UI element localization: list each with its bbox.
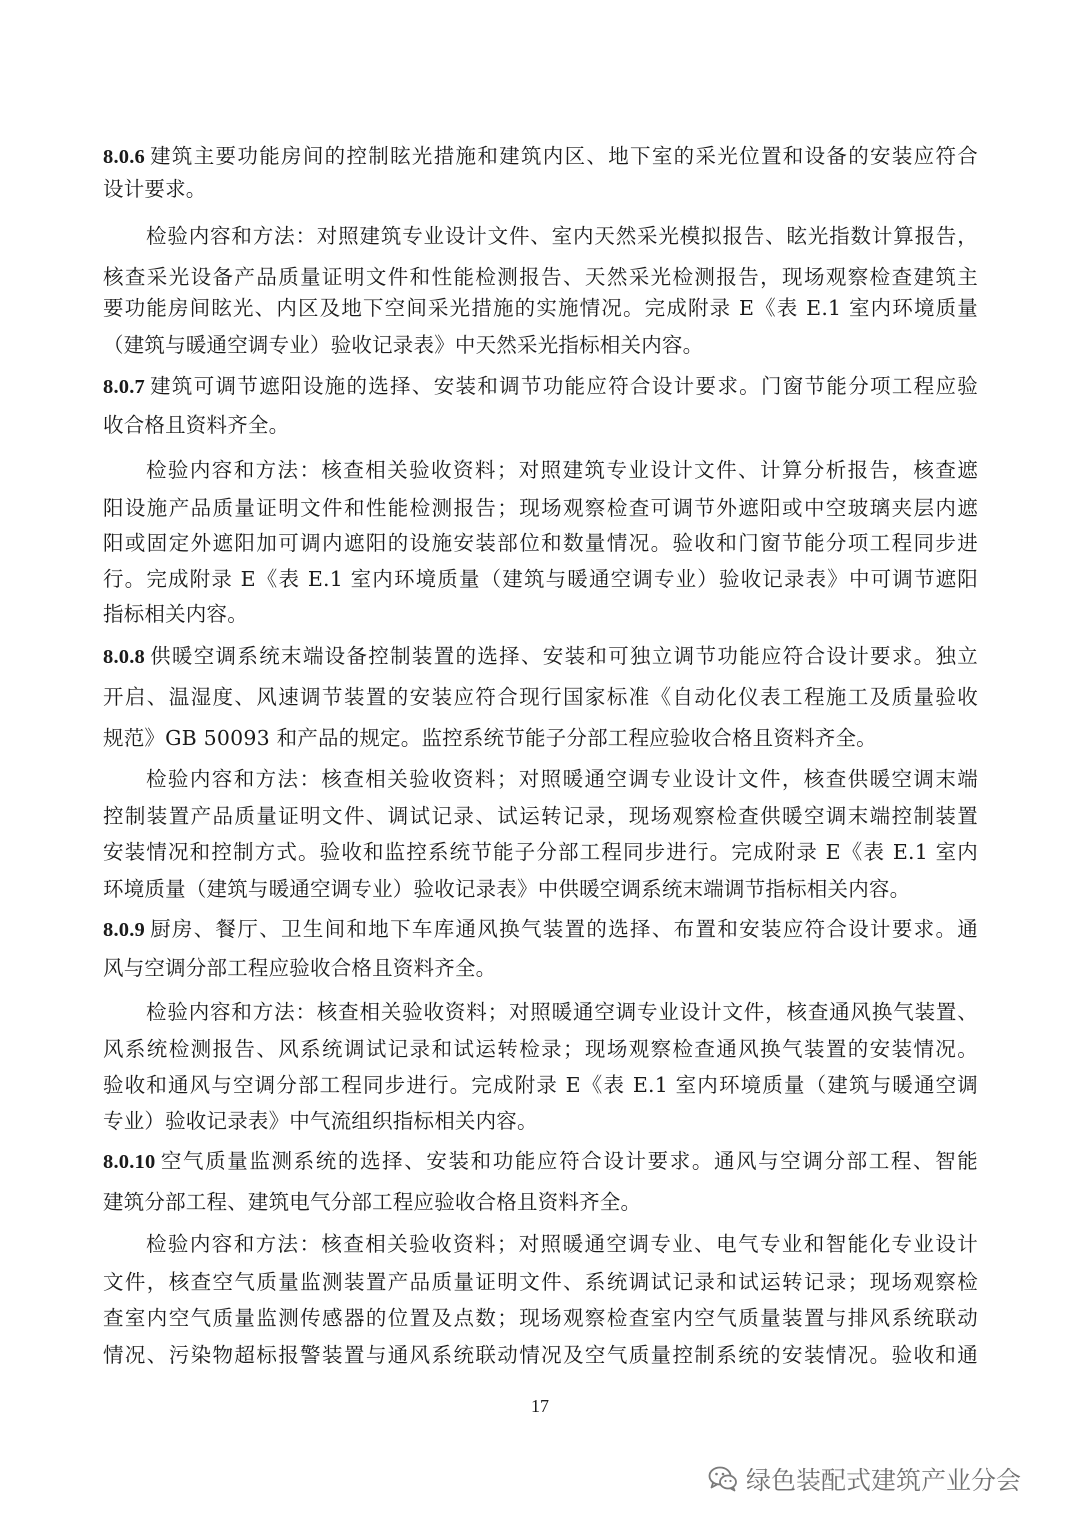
text-line: 检验内容和方法：核查相关验收资料；对照暖通空调专业设计文件，核查供暖空调末端 (146, 767, 978, 791)
text-line: 设计要求。 (103, 177, 207, 201)
clause-heading-8-0-8 (103, 640, 978, 672)
text-line: 建筑分部工程、建筑电气分部工程应验收合格且资料齐全。 (103, 1190, 642, 1214)
text-line: 控制装置产品质量证明文件、调试记录、试运转记录，现场观察检查供暖空调末端控制装置 (103, 804, 978, 828)
text-line: 阳设施产品质量证明文件和性能检测报告；现场观察检查可调节外遮阳或中空玻璃夹层内遮 (103, 496, 978, 520)
watermark (708, 1459, 1021, 1499)
text-line: （建筑与暖通空调专业）验收记录表》中天然采光指标相关内容。 (103, 333, 704, 357)
clause-number: 8.0.10 (103, 1151, 156, 1173)
text-line: 检验内容和方法：核查相关验收资料；对照建筑专业设计文件、计算分析报告，核查遮 (146, 458, 978, 482)
page-number: 17 (531, 1396, 549, 1416)
clause-heading-8-0-10 (103, 1145, 978, 1177)
text-line: 收合格且资料齐全。 (103, 413, 290, 437)
clause-text: 建筑主要功能房间的控制眩光措施和建筑内区、地下室的采光位置和设备的安装应符合 (149, 144, 978, 168)
text-line: 检验内容和方法：对照建筑专业设计文件、室内天然采光模拟报告、眩光指数计算报告， (146, 224, 978, 248)
text-line: 核查采光设备产品质量证明文件和性能检测报告、天然采光检测报告，现场观察检查建筑主 (103, 265, 978, 289)
clause-number: 8.0.9 (103, 919, 145, 941)
text-line: 行。完成附录 E《表 E.1 室内环境质量（建筑与暖通空调专业）验收记录表》中可调节遮阳 (103, 567, 978, 591)
clause-text: 厨房、餐厅、卫生间和地下车库通风换气装置的选择、布置和安装应符合设计要求。通 (149, 917, 978, 941)
clause-number: 8.0.7 (103, 376, 145, 398)
wechat-icon (708, 1466, 738, 1492)
text-line: 检验内容和方法：核查相关验收资料；对照暖通空调专业设计文件，核查通风换气装置、 (146, 1000, 978, 1024)
text-line: 专业）验收记录表》中气流组织指标相关内容。 (103, 1109, 538, 1133)
clause-number: 8.0.6 (103, 146, 145, 168)
text-line: 环境质量（建筑与暖通空调专业）验收记录表》中供暖空调系统末端调节指标相关内容。 (103, 877, 911, 901)
clause-heading-8-0-9 (103, 913, 978, 945)
text-line: 情况、污染物超标报警装置与通风系统联动情况及空气质量控制系统的安装情况。验收和通 (103, 1343, 978, 1367)
text-line: 要功能房间眩光、内区及地下空间采光措施的实施情况。完成附录 E《表 E.1 室内环境质量 (103, 296, 978, 320)
clause-heading-8-0-7 (103, 370, 978, 402)
text-line: 验收和通风与空调分部工程同步进行。完成附录 E《表 E.1 室内环境质量（建筑与暖通空调 (103, 1073, 978, 1097)
clause-text: 建筑可调节遮阳设施的选择、安装和调节功能应符合设计要求。门窗节能分项工程应验 (149, 374, 978, 398)
text-line: 检验内容和方法：核查相关验收资料；对照暖通空调专业、电气专业和智能化专业设计 (146, 1232, 978, 1256)
text-line: 阳或固定外遮阳加可调内遮阳的设施安装部位和数量情况。验收和门窗节能分项工程同步进 (103, 531, 978, 555)
watermark-text: 绿色装配式建筑产业分会 (746, 1466, 1022, 1495)
text-line: 文件，核查空气质量监测装置产品质量证明文件、系统调试记录和试运转记录；现场观察检 (103, 1270, 978, 1294)
text-line: 安装情况和控制方式。验收和监控系统节能子分部工程同步进行。完成附录 E《表 E.1 室内 (103, 840, 978, 864)
text-line: 风系统检测报告、风系统调试记录和试运转检录；现场观察检查通风换气装置的安装情况。 (103, 1037, 978, 1061)
text-line: 开启、温湿度、风速调节装置的安装应符合现行国家标准《自动化仪表工程施工及质量验收 (103, 685, 978, 709)
clause-heading-8-0-6 (103, 140, 978, 172)
clause-text: 空气质量监测系统的选择、安装和功能应符合设计要求。通风与空调分部工程、智能 (159, 1149, 978, 1173)
text-line: 规范》GB 50093 和产品的规定。监控系统节能子分部工程应验收合格且资料齐全。 (103, 726, 877, 750)
text-line: 查室内空气质量监测传感器的位置及点数；现场观察检查室内空气质量装置与排风系统联动 (103, 1306, 978, 1330)
clause-number: 8.0.8 (103, 646, 145, 668)
text-line: 指标相关内容。 (103, 602, 248, 626)
text-line: 风与空调分部工程应验收合格且资料齐全。 (103, 956, 497, 980)
clause-text: 供暖空调系统末端设备控制装置的选择、安装和可独立调节功能应符合设计要求。独立 (149, 644, 978, 668)
